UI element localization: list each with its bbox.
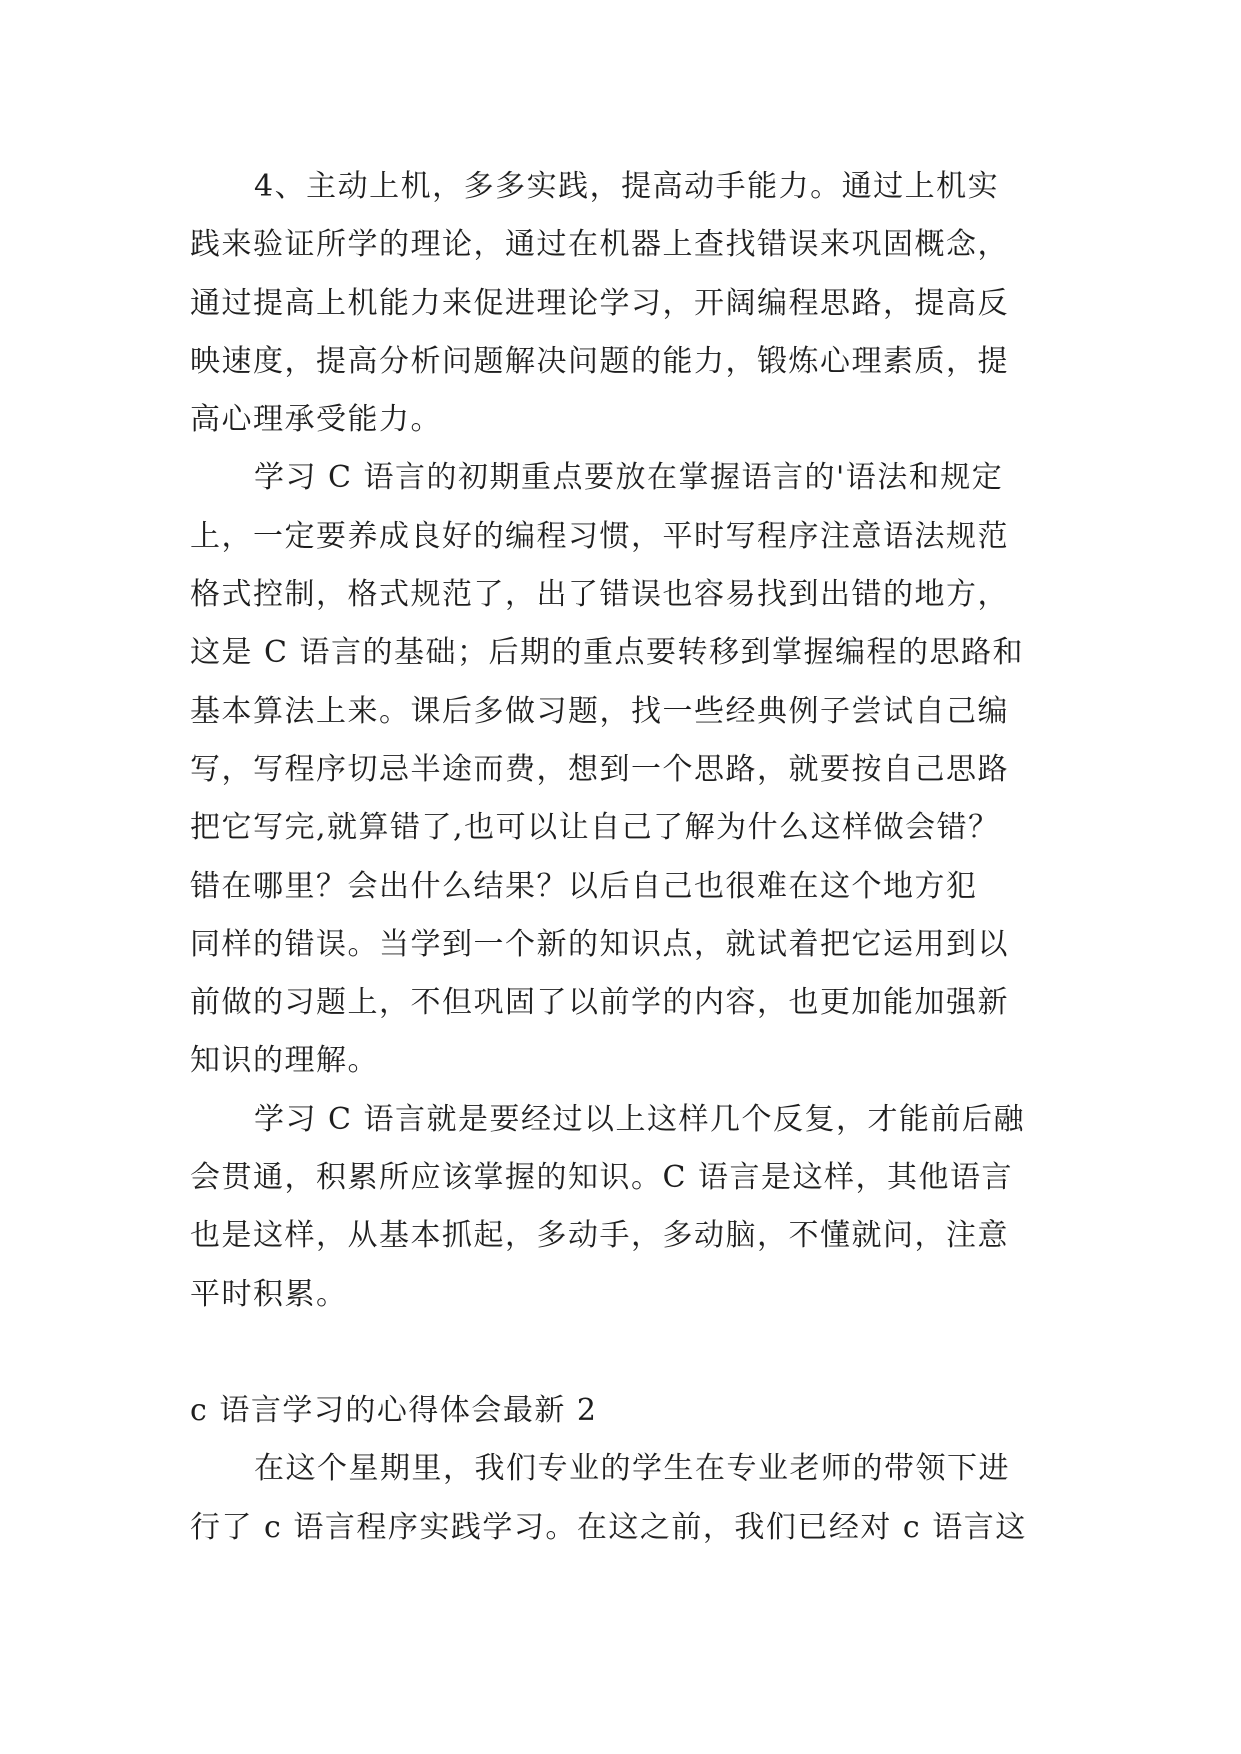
text-line: 平时积累。 [190,1276,348,1312]
text-line: 这是 C 语言的基础；后期的重点要转移到掌握编程的思路和 [190,635,1025,671]
text-line: 错在哪里？会出什么结果？以后自己也很难在这个地方犯 [190,868,978,904]
text-line: 学习 C 语言就是要经过以上这样几个反复，才能前后融 [254,1101,1026,1137]
text-line: 格式控制，格式规范了，出了错误也容易找到出错的地方， [190,577,1009,613]
paragraph-1 [190,158,1070,449]
paragraph-4 [190,1440,1070,1557]
text-line: 知识的理解。 [190,1043,379,1079]
text-line: 也是这样，从基本抓起，多动手，多动脑，不懂就问，注意 [190,1218,1009,1254]
text-line: 上，一定要养成良好的编程习惯，平时写程序注意语法规范 [190,518,1009,554]
paragraph-2 [190,449,1070,1090]
text-line: 高心理承受能力。 [190,402,442,438]
text-line: 前做的习题上，不但巩固了以前学的内容，也更加能加强新 [190,985,1009,1021]
section-heading: c 语言学习的心得体会最新 2 [190,1392,598,1428]
text-line: 学习 C 语言的初期重点要放在掌握语言的'语法和规定 [254,460,1004,496]
section-gap [190,1324,1070,1382]
text-line: 通过提高上机能力来促进理论学习，开阔编程思路，提高反 [190,285,1009,321]
text-line: 在这个星期里，我们专业的学生在专业老师的带领下进 [254,1451,1010,1487]
text-line: 4、主动上机，多多实践，提高动手能力。通过上机实 [254,169,1000,204]
text-line: 映速度，提高分析问题解决问题的能力，锻炼心理素质，提 [190,343,1009,379]
text-line: 基本算法上来。课后多做习题，找一些经典例子尝试自己编 [190,693,1009,729]
text-line: 践来验证所学的理论，通过在机器上查找错误来巩固概念， [190,227,1009,263]
document-body [190,158,1070,1557]
text-line: 同样的错误。当学到一个新的知识点，就试着把它运用到以 [190,926,1009,962]
text-line: 把它写完,就算错了,也可以让自己了解为什么这样做会错？ [190,810,1000,846]
text-line: 写，写程序切忌半途而费，想到一个思路，就要按自己思路 [190,751,1009,787]
paragraph-3 [190,1091,1070,1324]
text-line: 会贯通，积累所应该掌握的知识。C 语言是这样，其他语言 [190,1160,1013,1196]
text-line: 行了 c 语言程序实践学习。在这之前，我们已经对 c 语言这 [190,1509,1027,1545]
